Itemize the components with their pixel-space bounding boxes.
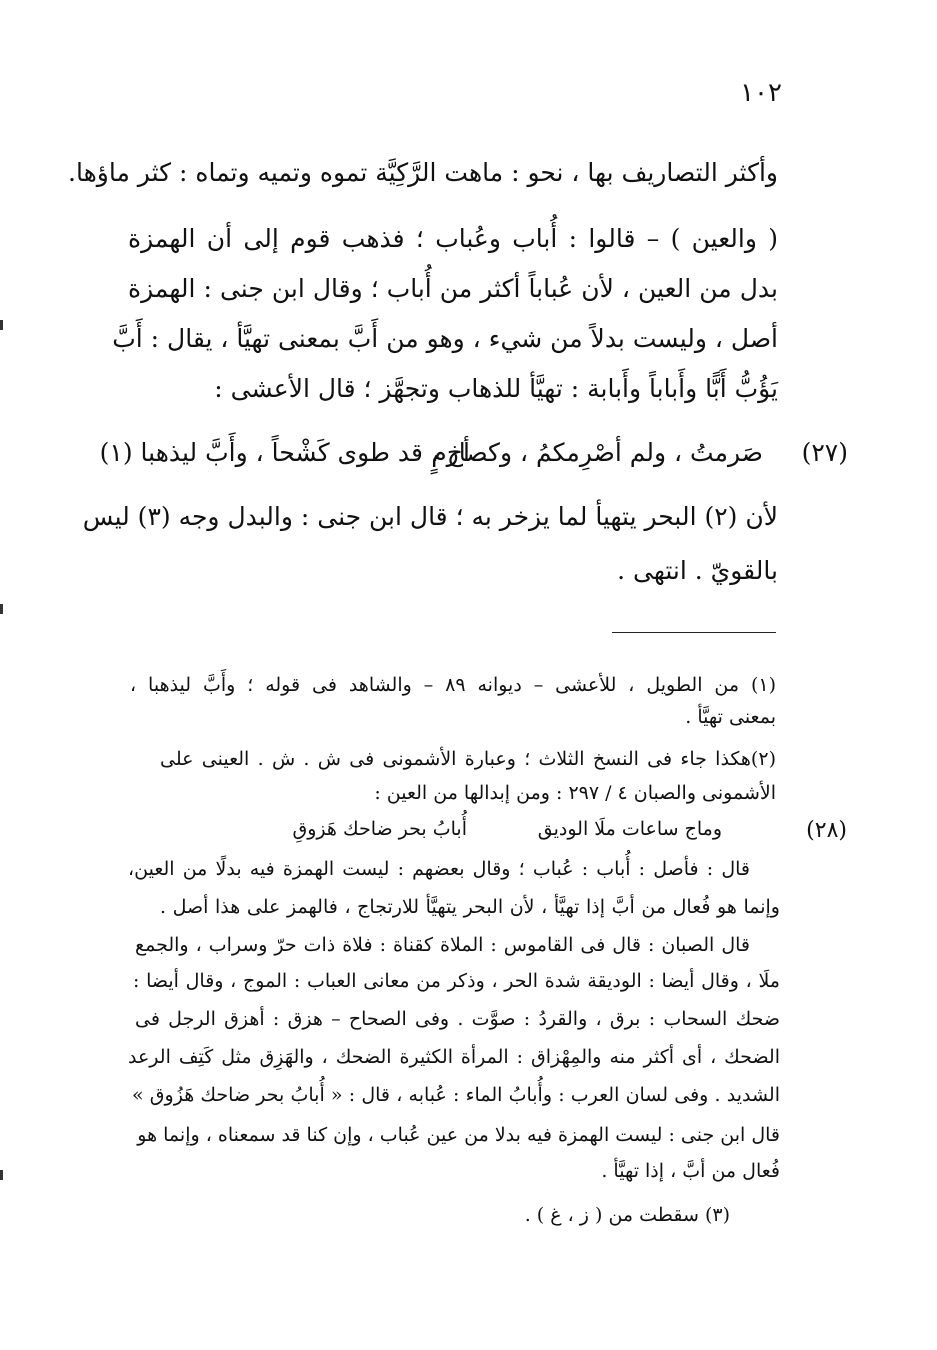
main-line: وأكثر التصاريف بها ، نحو : ماهت الرَّكِيَّة تموه وتميه وتماه : كثر ماؤها. [68, 158, 778, 187]
footnote-separator [612, 632, 776, 633]
main-line: ( والعين ) – قالوا : أُباب وعُباب ؛ فذهب قوم إلى أن الهمزة [128, 224, 778, 253]
footnote-2-line: قال : فأصل : أُباب : عُباب ؛ وقال بعضهم : ليست الهمزة فيه بدلًا من العين، [128, 858, 750, 880]
verse-hemistich-first: وماج ساعات ملَا الوديق [537, 818, 722, 840]
footnote-2-line: الضحك ، أى أكثر منه والمِهْزاق : المرأة الكثيرة الضحك ، والهَزِق مثل كَتِف الرعد [128, 1046, 780, 1068]
main-line: لأن (٢) البحر يتهيأ لما يزخر به ؛ قال ابن جنى : والبدل وجه (٣) ليس [82, 502, 778, 531]
main-line: بالقويّ . انتهى . [617, 556, 778, 585]
verse-hemistich-first: صَرمتُ ، ولم أصْرِمكمُ ، وكصارمٍ [431, 438, 763, 467]
footnote-2-line: فُعال من أبَّ ، إذا تهيَّأ . [601, 1160, 780, 1182]
page-number: ١٠٢ [740, 78, 782, 108]
footnote-2-line: ضحك السحاب : برق ، والقردُ : صوَّت . وفى الصحاح – هزق : أهزق الرجل فى [135, 1008, 780, 1030]
scan-mark [0, 320, 3, 330]
footnote-1-line: (١) من الطويل ، للأعشى – ديوانه ٨٩ – والشاهد فى قوله ؛ وأَبَّ ليذهبا ، [130, 674, 776, 696]
verse-hemistich-second: أخ ، قد طوى كَشْحاً ، وأَبَّ ليذهبا (١) [99, 438, 470, 467]
footnote-2-line: الأشمونى والصبان ٤ / ٢٩٧ : ومن إبدالها من العين : [374, 782, 776, 804]
verse-hemistich-second: أُبابُ بحر ضاحك هَزوقِ [292, 818, 467, 840]
main-line: يَؤُبُّ أَبًّا وأَباباً وأَبابة : تهيَّأ للذهاب وتجهَّز ؛ قال الأعشى : [214, 374, 778, 403]
scan-mark [0, 604, 3, 614]
footnote-3: (٣) سقطت من ( ز ، غ ) . [524, 1204, 730, 1226]
footnote-2-line: قال ابن جنى : ليست الهمزة فيه بدلا من عين عُباب ، وإن كنا قد سمعناه ، وإنما هو [137, 1124, 780, 1146]
footnote-2-line: ملَا ، وقال أيضا : الوديقة شدة الحر ، وذكر من معانى العباب : الموج ، وقال أيضا : [133, 970, 780, 992]
footnote-1-line: بمعنى تهيَّأ . [685, 706, 776, 728]
scan-mark [0, 1170, 3, 1180]
main-line: بدل من العين ، لأن عُباباً أكثر من أُباب ؛ وقال ابن جنى : الهمزة [128, 274, 778, 303]
verse-number: (٢٧) [801, 438, 848, 467]
footnote-2-line: قال الصبان : قال فى القاموس : الملاة كقناة : فلاة ذات حرّ وسراب ، والجمع [135, 934, 750, 956]
footnote-2-line: وإنما هو فُعال من أبَّ إذا تهيَّأ ، لأن البحر يتهيَّأ للارتجاج ، فالهمز على هذا أصل . [160, 896, 780, 918]
footnote-2-line: الشديد . وفى لسان العرب : وأُبابُ الماء : عُبابه ، قال : « أُبابُ بحر ضاحك هَزُوق » [132, 1084, 780, 1106]
main-line: أصل ، وليست بدلاً من شيء ، وهو من أَبَّ بمعنى تهيَّأ ، يقال : أَبَّ [112, 324, 778, 353]
verse-number: (٢٨) [806, 818, 847, 843]
footnote-2-line: (٢)هكذا جاء فى النسخ الثلاث ؛ وعبارة الأشمونى فى ش . ش . العينى على [160, 748, 776, 770]
